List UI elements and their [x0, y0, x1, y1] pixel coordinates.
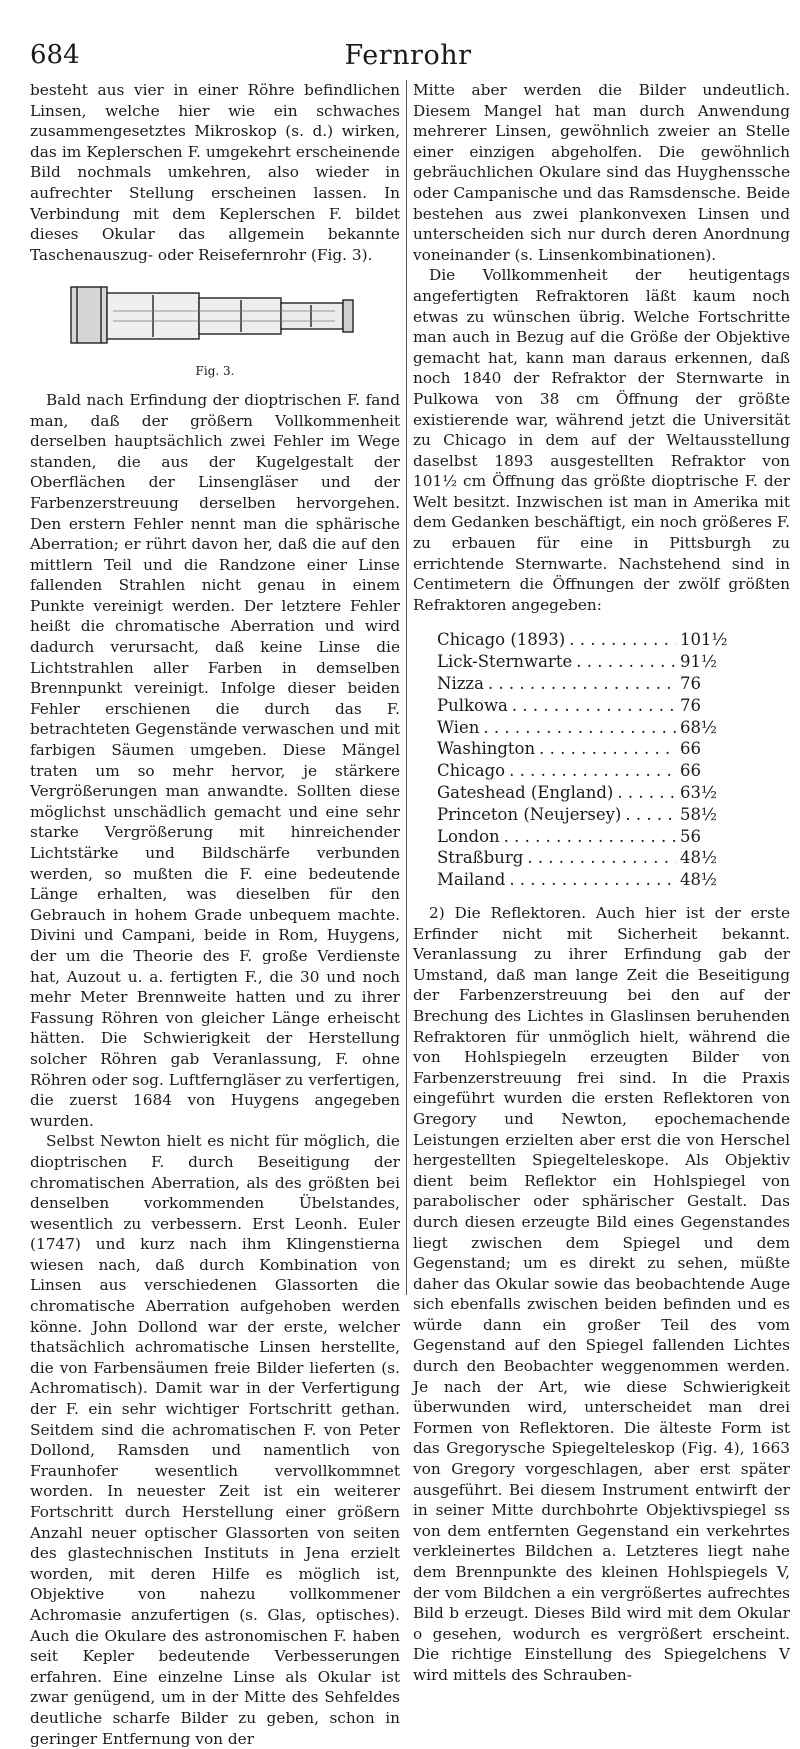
table-row — [437, 629, 742, 651]
aperture-value: 101½ — [680, 630, 728, 650]
figure-caption: Fig. 3. — [195, 364, 235, 379]
left-column — [30, 80, 400, 1749]
leader-dots — [576, 651, 676, 673]
aperture-value: 56 — [680, 826, 701, 846]
aperture-value: 66 — [680, 739, 701, 759]
leader-dots — [488, 673, 676, 695]
table-row — [437, 738, 742, 760]
aperture-value: 76 — [680, 695, 701, 715]
paragraph: besteht aus vier in einer Röhre befindlichen Linsen, welche hier wie ein schwaches zusammengesetztes Mikroskop (s. d.) wirken, das im Keplerschen F. umgekehrt erscheinende Bild nochmals umkehren, also wieder in aufrechter Stellung erscheinen lassen. In Verbindung mit dem Keplerschen F. bildet dieses Okular das allgemein bekannte Taschenauszug- oder Reisefernrohr (Fig. 3). — [30, 81, 400, 264]
observatory-name: London — [437, 826, 500, 846]
table-row — [437, 760, 742, 782]
paragraph: Bald nach Erfindung der dioptrischen F. fand man, daß der größern Vollkommenheit derselben hauptsächlich zwei Fehler im Wege standen, die aus der Kugelgestalt der Oberflächen der Linsengläser und der Farbenzerstreuung derselben hervorgehen. Den erstern Fehler nennt man die sphärische Aberration; er rührt davon her, daß die auf den mittlern Teil und die Randzone einer Linse fallenden Strahlen nicht genau in einem Punkte vereinigt werden. Der letztere Fehler heißt die chromatische Aberration und wird dadurch verursacht, daß keine Linse die Lichtstrahlen aller Farben in demselben Brennpunkt vereinigt. Infolge dieser beiden Fehler erschienen die durch das F. betrachteten Gegenstände verwaschen und mit farbigen Säumen umgeben. Diese Mängel traten um so mehr hervor, je stärkere Vergrößerungen man anwandte. Sollten diese möglichst unschädlich gemacht und eine sehr starke Vergrößerung mit hinreichender Lichtstärke und Bildschärfe verbunden werden, so mußten die F. eine bedeutende Länge erhalten, was dieselben für den Gebrauch in hohem Grade unbequem machte. Divini und Campani, beide in Rom, Huygens, der um die Theorie des F. große Verdienste hat, Auzout u. a. fertigten F., die 30 und noch mehr Meter Brennweite hatten und zu ihrer Fassung Röhren von gleicher Länge erheischt hätten. Die Schwierigkeit der Herstellung solcher Röhren gab Veranlassung, F. ohne Röhren oder sog. Luftferngläser zu verfertigen, die zuerst 1684 von Huygens angegeben wurden. — [30, 390, 400, 1130]
table-row — [437, 782, 742, 804]
right-column — [413, 80, 790, 1686]
leader-dots — [539, 738, 676, 760]
aperture-value: 58½ — [680, 804, 717, 824]
observatory-name: Princeton (Neujersey) — [437, 804, 622, 824]
observatory-name: Pulkowa — [437, 695, 508, 715]
leader-dots — [512, 695, 676, 717]
column-divider — [406, 80, 407, 1295]
paragraph: Mitte aber werden die Bilder undeutlich. Diesem Mangel hat man durch Anwendung mehrerer Linsen, gewöhnlich zweier an Stelle einer einzigen abgeholfen. Die gewöhnlich gebräuchlichen Okulare sind das Huyghenssche oder Campanische und das Ramsdensche. Beide bestehen aus zwei plankonvexen Linsen und unterscheiden sich nur durch deren Anordnung voneinander (s. Linsenkombinationen). — [413, 81, 790, 264]
leader-dots — [483, 717, 676, 739]
figure-3 — [30, 281, 400, 382]
aperture-value: 76 — [680, 674, 701, 694]
leader-dots — [509, 869, 676, 891]
observatory-name: Washington — [437, 739, 536, 759]
leader-dots — [504, 826, 676, 848]
refractor-table — [437, 629, 742, 891]
table-row — [437, 826, 742, 848]
observatory-name: Mailand — [437, 870, 506, 890]
paragraph: 2) Die Reflektoren. Auch hier ist der erste Erfinder nicht mit Sicherheit bekannt. Veranlassung zu ihrer Erfindung gab der Umstand, daß man lange Zeit die Beseitigung der Farbenzerstreuung bei den auf der Brechung des Lichtes in Glaslinsen beruhenden Refraktoren für unmöglich hielt, während die von Hohlspiegeln erzeugten Bilder von Farbenzerstreuung frei sind. In die Praxis eingeführt wurden die ersten Reflektoren von Gregory und Newton, epochemachende Leistungen erzielten aber erst die von Herschel hergestellten Spiegelteleskope. Als Objektiv dient beim Reflektor ein Hohlspiegel von parabolischer oder sphärischer Gestalt. Das durch diesen erzeugte Bild eines Gegenstandes liegt zwischen dem Spiegel und dem Gegenstand; um es direkt zu sehen, müßte daher das Okular sowie das beobachtende Auge sich ebenfalls zwischen beiden befinden und es würde dann ein großer Teil des vom Gegenstand auf den Spiegel fallenden Lichtes durch den Beobachter weggenommen werden. Je nach der Art, wie diese Schwierigkeit überwunden wird, unterscheidet man drei Formen von Reflektoren. Die älteste Form ist das Gregorysche Spiegelteleskop (Fig. 4), 1663 von Gregory vorgeschlagen, aber erst später ausgeführt. Bei diesem Instrument entwirft der in seiner Mitte durchbohrte Objektivspiegel ss von dem entfernten Gegenstand ein verkehrtes verkleinertes Bildchen a. Letzteres liegt nahe dem Brennpunkte des kleinen Hohlspiegels V, der vom Bildchen a ein vergrößertes aufrechtes Bild b erzeugt. Dieses Bild wird mit dem Okular o gesehen, wodurch es vergrößert erscheint. Die richtige Einstellung des Spiegelchens V wird mittels des Schrauben- — [413, 904, 790, 1684]
table-row — [437, 804, 742, 826]
aperture-value: 48½ — [680, 870, 717, 890]
table-row — [437, 717, 742, 739]
observatory-name: Chicago — [437, 761, 506, 781]
table-row — [437, 673, 742, 695]
page-header — [30, 40, 786, 74]
aperture-value: 91½ — [680, 652, 717, 672]
aperture-value: 66 — [680, 761, 701, 781]
table-row — [437, 847, 742, 869]
leader-dots — [617, 782, 676, 804]
observatory-name: Chicago (1893) — [437, 630, 566, 650]
aperture-value: 63½ — [680, 783, 717, 803]
observatory-name: Gateshead (England) — [437, 783, 614, 803]
leader-dots — [509, 760, 676, 782]
paragraph: Die Vollkommenheit der heutigentags angefertigten Refraktoren läßt kaum noch etwas zu wünschen übrig. Welche Fortschritte man auch in Bezug auf die Größe der Objektive gemacht hat, kann man daraus erkennen, daß noch 1840 der Refraktor der Sternwarte in Pulkowa von 38 cm Öffnung der größte existierende war, während jetzt die Universität zu Chicago in dem auf der Weltausstellung daselbst 1893 ausgestellten Refraktor von 101½ cm Öffnung das größte dioptrische F. der Welt besitzt. Inzwischen ist man in Amerika mit dem Gedanken beschäftigt, ein noch größeres F. zu erbauen für eine in Pittsburgh zu errichtende Sternwarte. Nachstehend sind in Centimetern die Öffnungen der zwölf größten Refraktoren angegeben: — [413, 266, 790, 614]
leader-dots — [527, 847, 676, 869]
observatory-name: Lick-Sternwarte — [437, 652, 573, 672]
leader-dots — [625, 804, 676, 826]
running-title: Fernrohr — [344, 40, 472, 71]
leader-dots — [569, 629, 676, 651]
table-row — [437, 869, 742, 891]
observatory-name: Nizza — [437, 674, 484, 694]
aperture-value: 48½ — [680, 848, 717, 868]
telescope-illustration — [65, 281, 365, 347]
observatory-name: Straßburg — [437, 848, 524, 868]
table-row — [437, 695, 742, 717]
paragraph: Selbst Newton hielt es nicht für möglich, die dioptrischen F. durch Beseitigung der chromatischen Aberration, als des größten bei denselben vorkommenden Übelstandes, wesentlich zu verbessern. Erst Leonh. Euler (1747) und kurz nach ihm Klingenstierna wiesen nach, daß durch Kombination von Linsen aus verschiedenen Glassorten die chromatische Aberration aufgehoben werden könne. John Dollond war der erste, welcher thatsächlich achromatische Linsen herstellte, die von Farbensäumen freie Bilder lieferten (s. Achromatisch). Damit war in der Verfertigung der F. ein sehr wichtiger Fortschritt gethan. Seitdem sind die achromatischen F. von Peter Dollond, Ramsden und namentlich von Fraunhofer wesentlich vervollkommnet worden. In neuester Zeit ist ein weiterer Fortschritt durch Herstellung einer größern Anzahl neuer optischer Glassorten von seiten des glastechnischen Instituts in Jena erzielt worden, mit deren Hilfe es möglich ist, Objektive von nahezu vollkommener Achromasie anzufertigen (s. Glas, optisches). Auch die Okulare des astronomischen F. haben seit Kepler bedeutende Verbesserungen erfahren. Eine einzelne Linse als Okular ist zwar genügend, um in der Mitte des Sehfeldes deutliche scharfe Bilder zu geben, schon in geringer Entfernung von der — [30, 1132, 400, 1748]
page-number: 684 — [30, 40, 80, 70]
observatory-name: Wien — [437, 717, 480, 737]
table-row — [437, 651, 742, 673]
aperture-value: 68½ — [680, 717, 717, 737]
